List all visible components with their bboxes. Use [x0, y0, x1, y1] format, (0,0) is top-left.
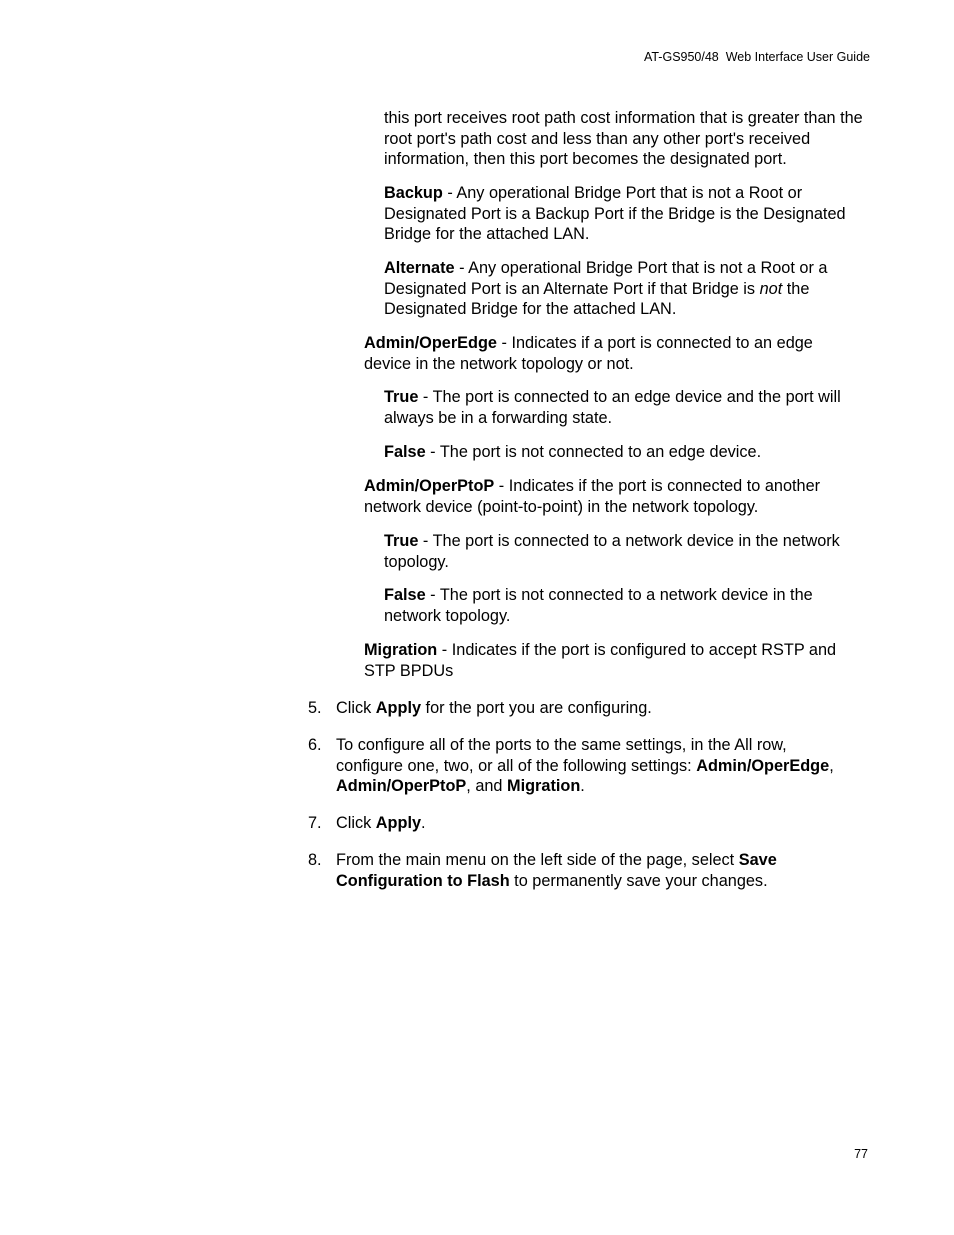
ui-term-apply: Apply [375, 814, 422, 832]
backup-definition [384, 183, 874, 245]
step-number: 7. [308, 814, 322, 832]
definition-text: - The port is connected to an edge device and the port will always be in a forwarding state. [384, 388, 841, 427]
paragraph-text: this port receives root path cost information that is greater than the root port's path cost and less than any other port's received information, then this port becomes the designated port. [384, 109, 863, 169]
step-number: 6. [308, 736, 322, 754]
term-true: True [384, 532, 419, 550]
definition-text: - Any operational Bridge Port that is not a Root or a Designated Port is an Alternate Port if that Bridge is [384, 259, 828, 298]
ui-term-save-configuration: Save Configuration to Flash [336, 851, 777, 890]
ui-term-operedge: Admin/OperEdge [696, 756, 830, 775]
term-false: False [384, 443, 426, 461]
alternate-definition [384, 258, 874, 320]
edge-true-definition [384, 387, 874, 428]
term-operedge: Admin/OperEdge [364, 334, 497, 352]
operptop-definition [364, 476, 854, 517]
ptop-true-definition [384, 531, 874, 572]
definition-text: - The port is not connected to a network device in the network topology. [384, 586, 813, 625]
ui-term-operptop: Admin/OperPtoP [336, 777, 467, 796]
edge-false-definition [384, 442, 874, 463]
ui-term-apply: Apply [375, 699, 422, 717]
definition-text: - The port is not connected to an edge device. [425, 443, 762, 461]
term-alternate: Alternate [384, 259, 455, 277]
ptop-false-definition [384, 585, 854, 626]
term-true: True [384, 388, 419, 406]
definition-text: - Indicates if a port is connected to an edge device in the network topology or not. [364, 334, 813, 373]
definition-text: - The port is connected to a network device in the network topology. [384, 532, 840, 571]
step-number: 8. [308, 851, 322, 869]
definition-text: - Indicates if the port is connected to another network device (point-to-point) in the network topology. [364, 477, 821, 516]
term-operptop: Admin/OperPtoP [364, 477, 495, 495]
term-false: False [384, 586, 426, 604]
running-header: AT-GS950/48 Web Interface User Guide [643, 50, 870, 64]
definition-text: - Any operational Bridge Port that is not a Root or Designated Port is a Backup Port if the Bridge is the Designated Bridge for the attached LAN. [384, 184, 846, 244]
designated-port-continuation [384, 108, 874, 170]
operedge-definition [364, 333, 844, 374]
page-number: 77 [854, 1147, 868, 1161]
step-number: 5. [308, 699, 322, 717]
definition-text-cont: the Designated Bridge for the attached LAN. [384, 279, 810, 319]
migration-definition [364, 640, 869, 681]
emphasis-not: not [759, 279, 783, 298]
definition-text: - Indicates if the port is configured to accept RSTP and STP BPDUs [364, 641, 837, 680]
ui-term-migration: Migration [507, 777, 581, 796]
term-backup: Backup [384, 184, 443, 202]
term-migration: Migration [364, 641, 438, 659]
